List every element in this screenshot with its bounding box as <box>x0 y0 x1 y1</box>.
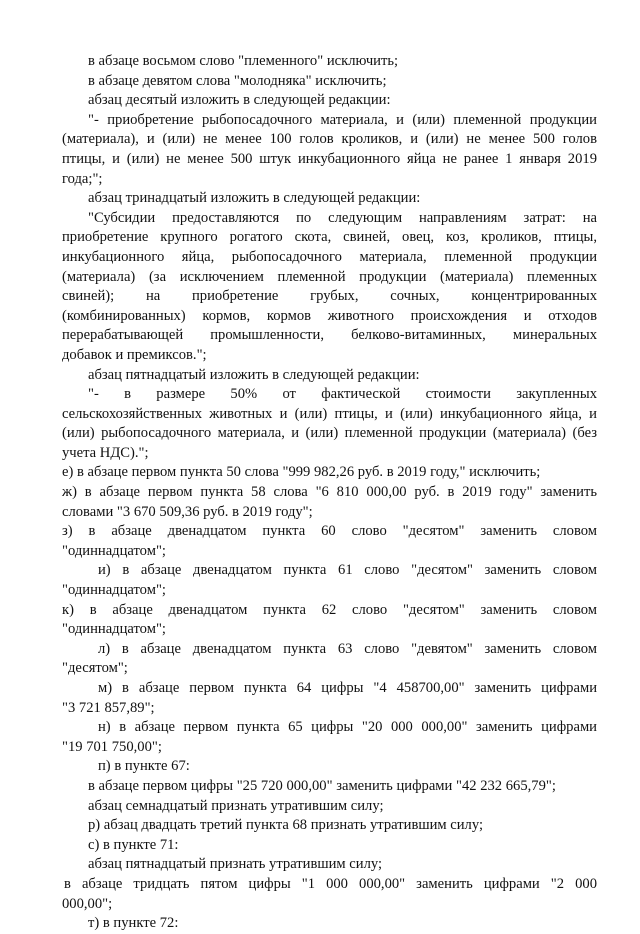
text-line: к) в абзаце двенадцатом пункта 62 слово "десятом" заменить словом <box>62 601 597 618</box>
text-line: "десятом"; <box>62 660 128 677</box>
text-line: птицы, и (или) не менее 500 штук инкубационного яйца не ранее 1 января 2019 <box>62 150 597 167</box>
text-line: "одиннадцатом"; <box>62 582 166 599</box>
text-line: добавок и премиксов."; <box>62 346 207 363</box>
text-line: т) в пункте 72: <box>88 915 179 932</box>
text-line: м) в абзаце первом пункта 64 цифры "4 458700,00" заменить цифрами <box>98 680 597 696</box>
text-line: "3 721 857,89"; <box>62 699 155 716</box>
text-line: п) в пункте 67: <box>98 758 190 775</box>
text-line: "Субсидии предоставляются по следующим направлениям затрат: на <box>88 209 597 226</box>
text-line: с) в пункте 71: <box>88 836 179 853</box>
text-line: в абзаце тридцать пятом цифры "1 000 000,00" заменить цифрами "2 000 <box>64 875 597 892</box>
text-line: в абзаце первом цифры "25 720 000,00" заменить цифрами "42 232 665,79"; <box>88 777 556 794</box>
text-line: (материала) (за исключением племенной продукции (материала) племенных <box>62 268 597 285</box>
text-line: абзац пятнадцатый изложить в следующей редакции: <box>88 366 420 383</box>
text-line: р) абзац двадцать третий пункта 68 признать утратившим силу; <box>88 817 483 834</box>
text-line: (или) рыбопосадочного материала, и (или) племенной продукции (материала) (без <box>62 425 597 442</box>
text-line: (комбинированных) кормов, кормов животного происхождения и отходов <box>62 307 597 324</box>
text-line: приобретение крупного рогатого скота, свиней, овец, коз, кроликов, птицы, <box>62 229 597 246</box>
text-line: "одиннадцатом"; <box>62 542 166 559</box>
text-line: и) в абзаце двенадцатом пункта 61 слово "десятом" заменить словом <box>98 562 597 579</box>
text-line: сельскохозяйственных животных и (или) птицы, и (или) инкубационного яйца, и <box>62 405 597 422</box>
text-line: абзац пятнадцатый признать утратившим силу; <box>88 856 383 873</box>
text-line: в абзаце девятом слова "молодняка" исключить; <box>88 72 387 89</box>
text-line: учета НДС)."; <box>62 444 149 461</box>
text-line: абзац тринадцатый изложить в следующей редакции: <box>88 190 421 207</box>
document-body <box>62 52 597 934</box>
text-line: "- приобретение рыбопосадочного материала, и (или) племенной продукции <box>88 111 597 128</box>
text-line: 000,00"; <box>62 895 113 912</box>
text-line: "19 701 750,00"; <box>62 738 162 755</box>
text-line: "одиннадцатом"; <box>62 621 166 638</box>
text-line: абзац десятый изложить в следующей редакции: <box>88 92 391 109</box>
text-line: "- в размере 50% от фактической стоимости закупленных <box>88 386 597 403</box>
text-line: з) в абзаце двенадцатом пункта 60 слово "десятом" заменить словом <box>62 523 597 540</box>
text-line: (материала), и (или) не менее 100 голов кроликов, и (или) не менее 500 голов <box>62 131 597 148</box>
text-line: е) в абзаце первом пункта 50 слова "999 982,26 руб. в 2019 году," исключить; <box>62 464 541 481</box>
text-line: в абзаце восьмом слово "племенного" исключить; <box>88 53 399 69</box>
text-line: словами "3 670 509,36 руб. в 2019 году"; <box>62 503 313 520</box>
text-line: года;"; <box>62 170 103 187</box>
text-line: перерабатывающей промышленности, белково-витаминных, минеральных <box>62 327 597 344</box>
text-line: ж) в абзаце первом пункта 58 слова "6 810 000,00 руб. в 2019 году" заменить <box>62 484 597 501</box>
text-line: л) в абзаце двенадцатом пункта 63 слово "девятом" заменить словом <box>98 640 597 657</box>
text-line: н) в абзаце первом пункта 65 цифры "20 000 000,00" заменить цифрами <box>98 719 597 736</box>
text-line: инкубационного яйца, рыбопосадочного материала, племенной продукции <box>62 248 597 265</box>
text-line: абзац семнадцатый признать утратившим силу; <box>88 797 384 814</box>
text-line: свиней); на приобретение грубых, сочных, концентрированных <box>62 288 597 305</box>
